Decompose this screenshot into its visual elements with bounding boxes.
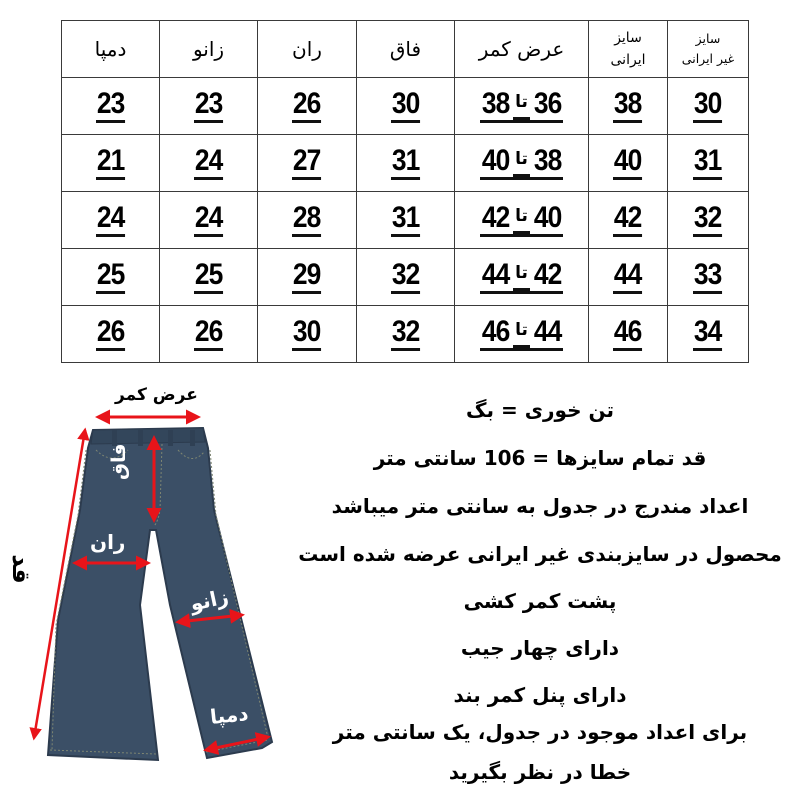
cell-thigh [258,78,357,135]
cell-iranian-size [589,306,668,363]
table-row [62,78,749,135]
note-belt-panel: دارای پنل کمر بند [453,683,627,707]
label-knee: زانو [187,584,231,616]
value-iranian-size: 38 [613,89,642,123]
value-thigh: 26 [292,89,321,123]
value-knee: 24 [194,203,223,237]
value-iranian-size: 46 [613,317,642,351]
value-hem: 23 [96,89,125,123]
value-non-iranian-size: 30 [693,89,722,123]
note-sizing-system: محصول در سایزبندی غیر ایرانی عرضه شده است [298,542,782,566]
value-hem: 26 [96,317,125,351]
value-thigh: 27 [292,146,321,180]
header-iranian-size-line2: ایرانی [610,52,646,68]
note-tolerance-line1: برای اعداد موجود در جدول، یک سانتی متر [332,720,748,744]
waist-to: 38 [481,87,510,120]
table-row [62,249,749,306]
note-tolerance-line2: خطا در نظر بگیرید [448,760,632,784]
header-non-iranian-size [668,21,749,78]
cell-hem [62,249,160,306]
note-fit: تن خوری = بگ [466,398,614,422]
note-elastic-back: پشت کمر کشی [463,589,617,613]
label-thigh: ران [90,530,126,554]
waist-to: 42 [481,201,510,234]
range-word: تا [515,92,528,112]
value-hem: 24 [96,203,125,237]
value-non-iranian-size: 34 [693,317,722,351]
table-body [62,78,749,363]
waist-range [480,317,564,351]
waist-range [480,203,564,237]
cell-rise [357,78,455,135]
value-knee: 23 [194,89,223,123]
value-non-iranian-size: 33 [693,260,722,294]
cell-rise [357,192,455,249]
cell-hem [62,306,160,363]
value-rise: 30 [391,89,420,123]
range-word: تا [515,320,528,340]
cell-knee [160,135,258,192]
value-rise: 31 [391,203,420,237]
cell-rise [357,306,455,363]
header-non-iranian-size-line1: سایز [695,31,721,46]
waist-from: 38 [533,144,562,177]
cell-iranian-size [589,249,668,306]
cell-waist-width [455,306,589,363]
note-units: اعداد مندرج در جدول به سانتی متر میباشد [331,494,749,518]
waist-range [480,260,564,294]
cell-hem [62,135,160,192]
jeans-measurement-diagram [0,370,290,800]
cell-rise [357,249,455,306]
value-rise: 32 [391,260,420,294]
value-rise: 32 [391,317,420,351]
label-rise: فاق [108,443,130,480]
label-length: قد [6,554,35,584]
value-thigh: 28 [292,203,321,237]
cell-knee [160,249,258,306]
cell-knee [160,306,258,363]
cell-hem [62,78,160,135]
label-hem: دمپا [208,701,250,729]
range-word: تا [515,149,528,169]
size-chart-table [61,20,749,363]
cell-non-iranian-size [668,78,749,135]
cell-waist-width [455,192,589,249]
cell-non-iranian-size [668,306,749,363]
waist-to: 40 [481,144,510,177]
value-knee: 26 [194,317,223,351]
table-header-row [62,21,749,78]
table-row [62,306,749,363]
waist-range [480,146,564,180]
value-iranian-size: 44 [613,260,642,294]
cell-iranian-size [589,78,668,135]
cell-iranian-size [589,135,668,192]
table-row [62,192,749,249]
value-rise: 31 [391,146,420,180]
cell-non-iranian-size [668,249,749,306]
header-rise: فاق [357,21,455,78]
waist-from: 36 [533,87,562,120]
cell-thigh [258,135,357,192]
waist-from: 42 [533,258,562,291]
waist-from: 44 [533,315,562,348]
jeans-illustration [0,370,290,800]
cell-waist-width [455,249,589,306]
header-iranian-size [589,21,668,78]
value-iranian-size: 40 [613,146,642,180]
waist-to: 44 [481,258,510,291]
waist-from: 40 [533,201,562,234]
cell-rise [357,135,455,192]
cell-waist-width [455,78,589,135]
value-thigh: 30 [292,317,321,351]
cell-waist-width [455,135,589,192]
cell-hem [62,192,160,249]
waist-range [480,89,564,123]
note-pockets: دارای چهار جیب [460,636,620,660]
cell-thigh [258,192,357,249]
note-length: قد تمام سایزها = 106 سانتی متر [373,446,707,470]
value-thigh: 29 [292,260,321,294]
header-thigh: ران [258,21,357,78]
cell-non-iranian-size [668,135,749,192]
value-non-iranian-size: 31 [693,146,722,180]
range-word: تا [515,206,528,226]
waist-to: 46 [481,315,510,348]
cell-knee [160,78,258,135]
value-hem: 21 [96,146,125,180]
cell-knee [160,192,258,249]
label-waist-width: عرض کمر [115,385,198,405]
header-waist-width: عرض کمر [455,21,589,78]
cell-thigh [258,249,357,306]
header-knee: زانو [160,21,258,78]
cell-iranian-size [589,192,668,249]
value-knee: 25 [194,260,223,294]
cell-thigh [258,306,357,363]
header-non-iranian-size-line2: غیر ایرانی [681,51,735,66]
value-knee: 24 [194,146,223,180]
table-row [62,135,749,192]
range-word: تا [515,263,528,283]
value-iranian-size: 42 [613,203,642,237]
cell-non-iranian-size [668,192,749,249]
value-hem: 25 [96,260,125,294]
header-iranian-size-line1: سایز [614,30,642,46]
value-non-iranian-size: 32 [693,203,722,237]
header-hem: دمپا [62,21,160,78]
